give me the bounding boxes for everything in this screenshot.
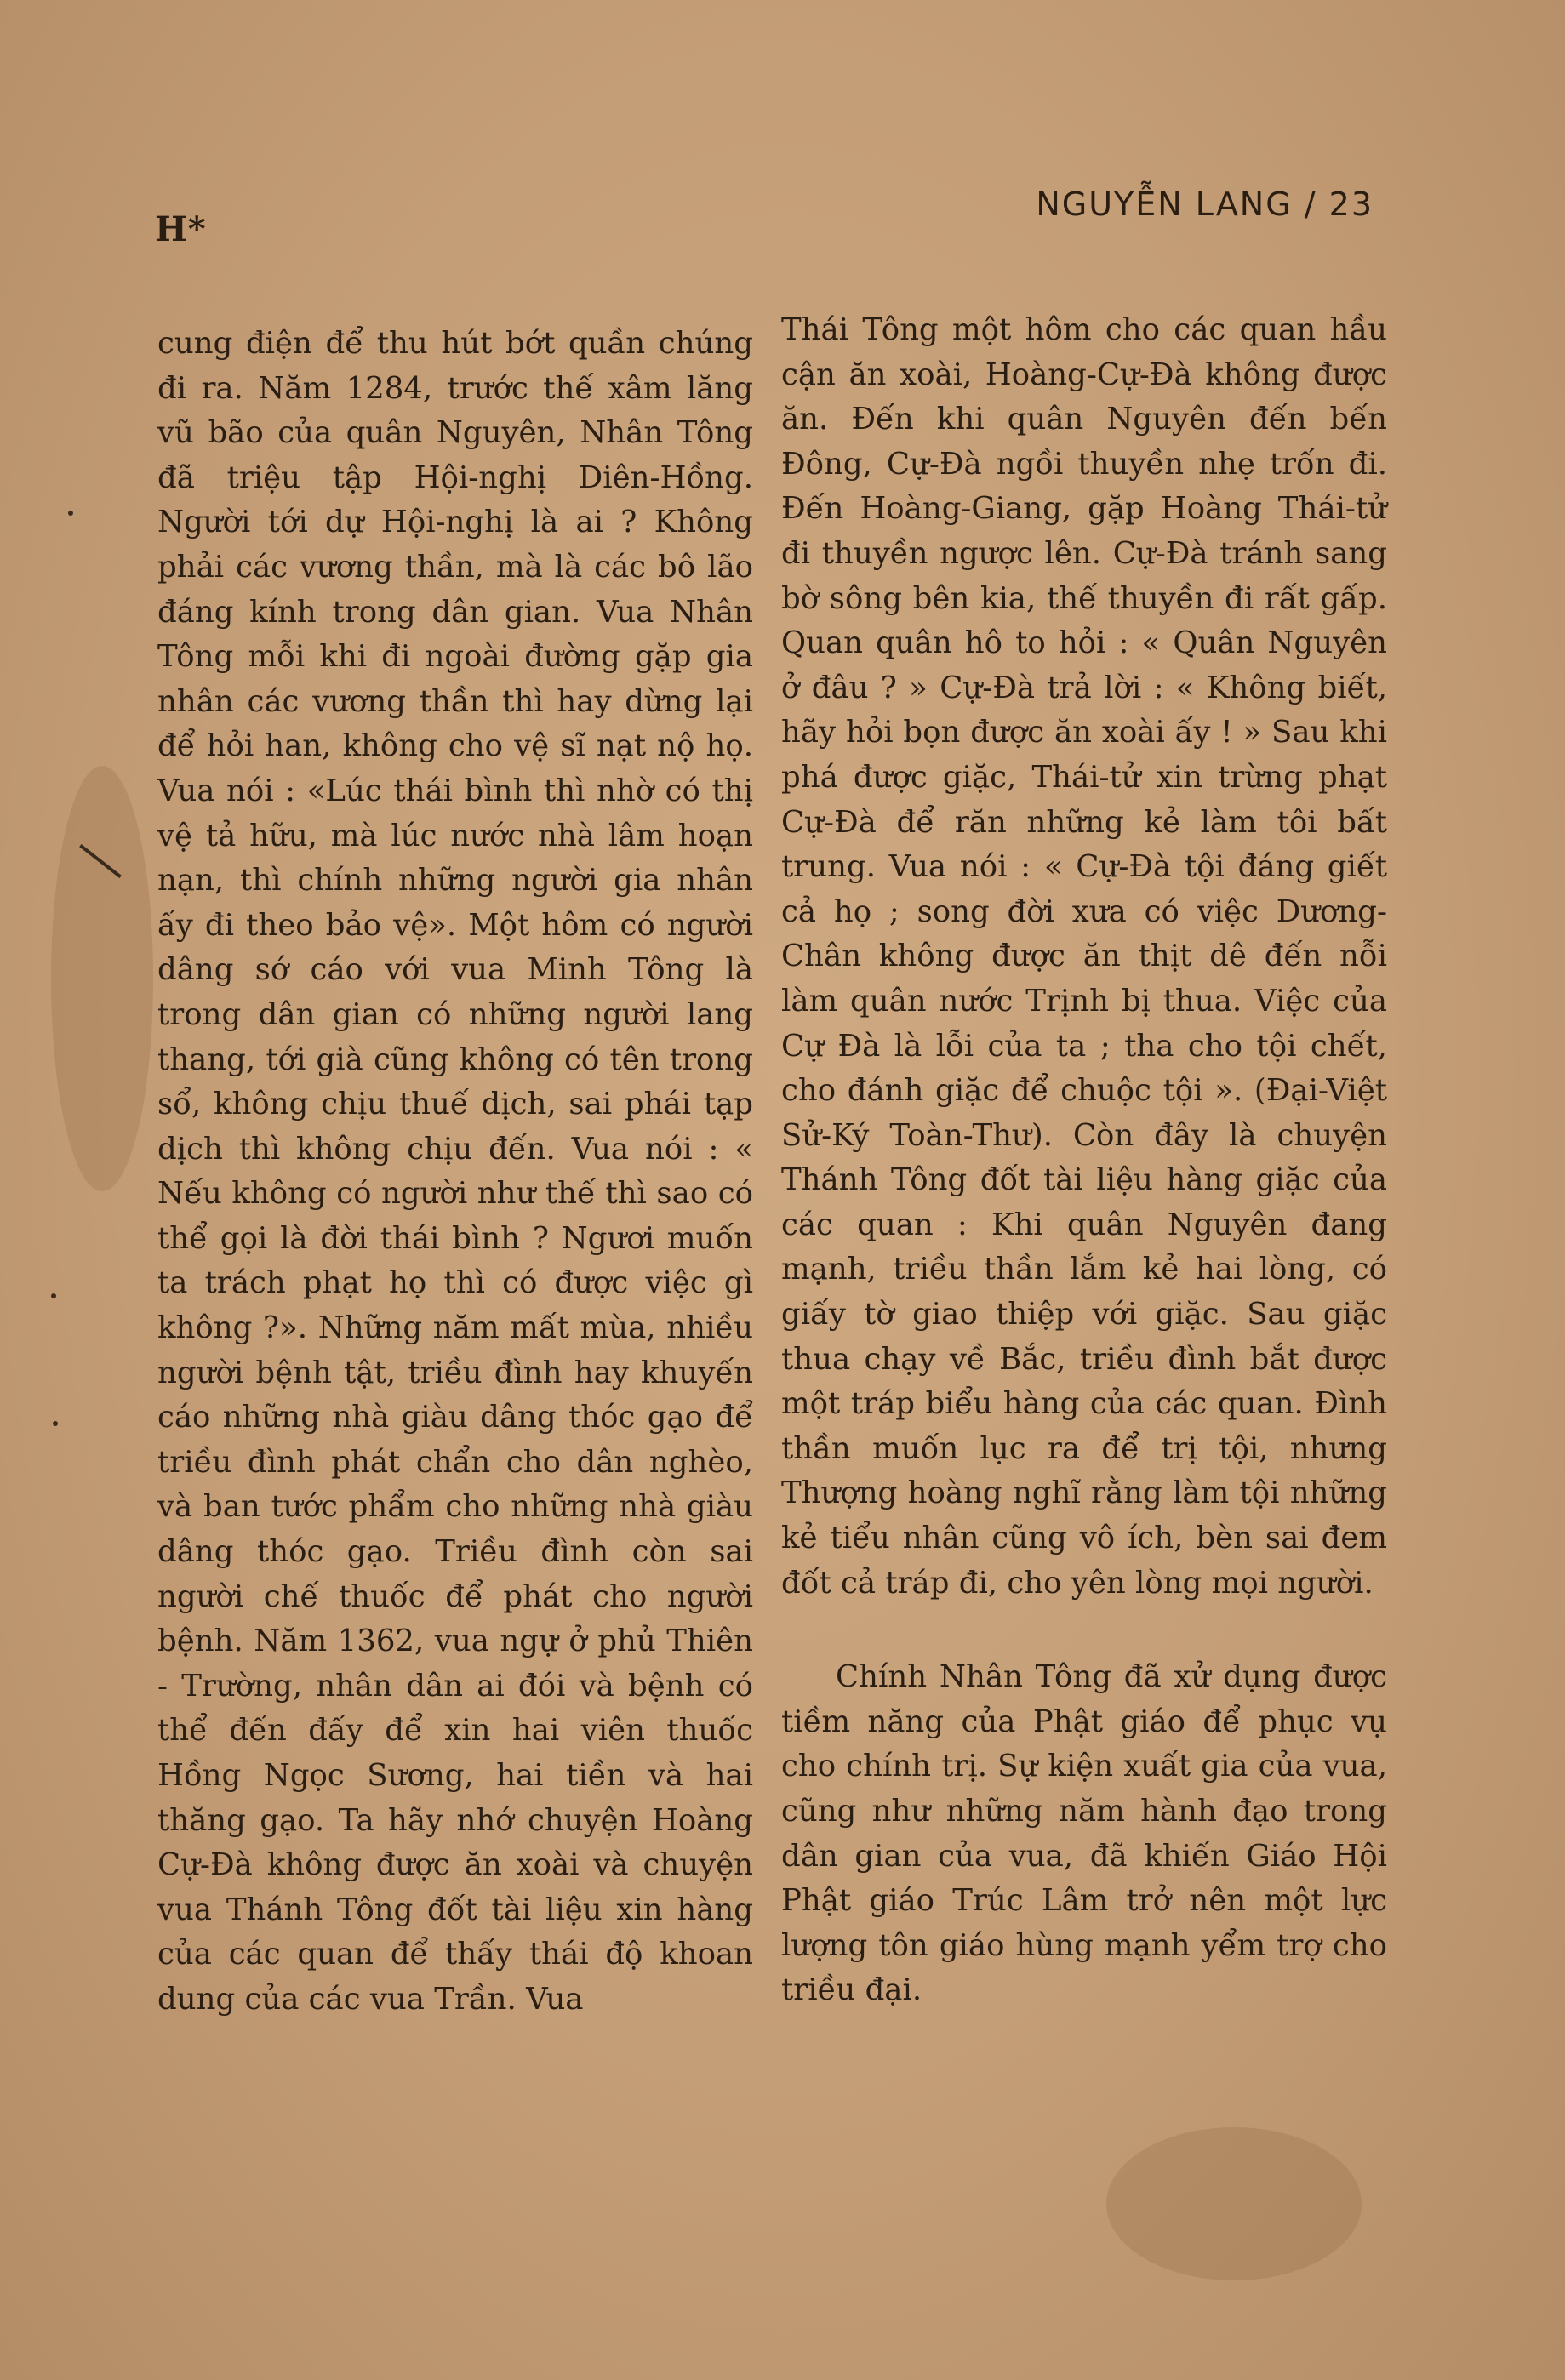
paper-stain	[1106, 2127, 1362, 2280]
margin-dot	[51, 1293, 56, 1298]
right-paragraph-1: Thái Tông một hôm cho các quan hầu cận ăn xoài, Hoàng-Cự-Đà không được ăn. Đến khi quân Nguyên đến bến Đông, Cự-Đà ngồi thuyền nhẹ trốn đi. Đến Hoàng-Giang, gặp Hoàng Thái-tử đi thuyền ngược lên. Cự-Đà tránh sang bờ sông bên kia, thế thuyền đi rất gấp. Quan quân hô to hỏi : « Quân Nguyên ở đâu ? » Cự-Đà trả lời : « Không biết, hãy hỏi bọn được ăn xoài ấy ! » Sau khi phá được giặc, Thái-tử xin trừng phạt Cự-Đà để răn những kẻ làm tôi bất trung. Vua nói : « Cự-Đà tội đáng giết cả họ ; song đời xưa có việc Dương-Chân không được ăn thịt dê đến nỗi làm quân nước Trịnh bị thua. Việc của Cự Đà là lỗi của ta ; tha cho tội chết, cho đánh giặc để chuộc tội ». (Đại-Việt Sử-Ký Toàn-Thư). Còn đây là chuyện Thánh Tông đốt tài liệu hàng giặc của các quan : Khi quân Nguyên đang mạnh, triều thần lắm kẻ hai lòng, có giấy tờ giao thiệp với giặc. Sau giặc thua chạy về Bắc, triều đình bắt được một tráp biểu hàng của các quan. Đình thần muốn lục ra để trị tội, nhưng Thượng hoàng nghĩ rằng làm tội những kẻ tiểu nhân cũng vô ích, bèn sai đem đốt cả tráp đi, cho yên lòng mọi người.	[781, 312, 1387, 1601]
right-column	[781, 308, 1387, 2013]
running-header: NGUYỄN LANG / 23	[1036, 185, 1374, 223]
margin-dot	[53, 1421, 58, 1426]
margin-dot	[68, 511, 73, 516]
left-column	[157, 322, 753, 2023]
right-paragraph-2: Chính Nhân Tông đã xử dụng được tiềm năng của Phật giáo để phục vụ cho chính trị. Sự kiện xuất gia của vua, cũng như những năm hành đạo trong dân gian của vua, đã khiến Giáo Hội Phật giáo Trúc Lâm trở nên một lực lượng tôn giáo hùng mạnh yểm trợ cho triều đại.	[781, 1659, 1387, 2008]
page-marker: H*	[155, 209, 207, 249]
left-paragraph: cung điện để thu hút bớt quần chúng đi ra. Năm 1284, trước thế xâm lăng vũ bão của quân Nguyên, Nhân Tông đã triệu tập Hội-nghị Diên-Hồng. Người tới dự Hội-nghị là ai ? Không phải các vương thần, mà là các bô lão đáng kính trong dân gian. Vua Nhân Tông mỗi khi đi ngoài đường gặp gia nhân các vương thần thì hay dừng lại để hỏi han, không cho vệ sĩ nạt nộ họ. Vua nói : «Lúc thái bình thì nhờ có thị vệ tả hữu, mà lúc nước nhà lâm hoạn nạn, thì chính những người gia nhân ấy đi theo bảo vệ». Một hôm có người dâng sớ cáo với vua Minh Tông là trong dân gian có những người lang thang, tới già cũng không có tên trong sổ, không chịu thuế dịch, sai phái tạp dịch thì không chịu đến. Vua nói : « Nếu không có người như thế thì sao có thể gọi là đời thái bình ? Ngươi muốn ta trách phạt họ thì có được việc gì không ?». Những năm mất mùa, nhiều người bệnh tật, triều đình hay khuyến cáo những nhà giàu dâng thóc gạo để triều đình phát chẩn cho dân nghèo, và ban tước phẩm cho những nhà giàu dâng thóc gạo. Triều đình còn sai người chế thuốc để phát cho người bệnh. Năm 1362, vua ngự ở phủ Thiên - Trường, nhân dân ai đói và bệnh có thể đến đấy để xin hai viên thuốc Hồng Ngọc Sương, hai tiền và hai thăng gạo. Ta hãy nhớ chuyện Hoàng Cự-Đà không được ăn xoài và chuyện vua Thánh Tông đốt tài liệu xin hàng của các quan để thấy thái độ khoan dung của các vua Trần. Vua	[157, 326, 753, 2017]
paper-stain	[51, 766, 153, 1191]
